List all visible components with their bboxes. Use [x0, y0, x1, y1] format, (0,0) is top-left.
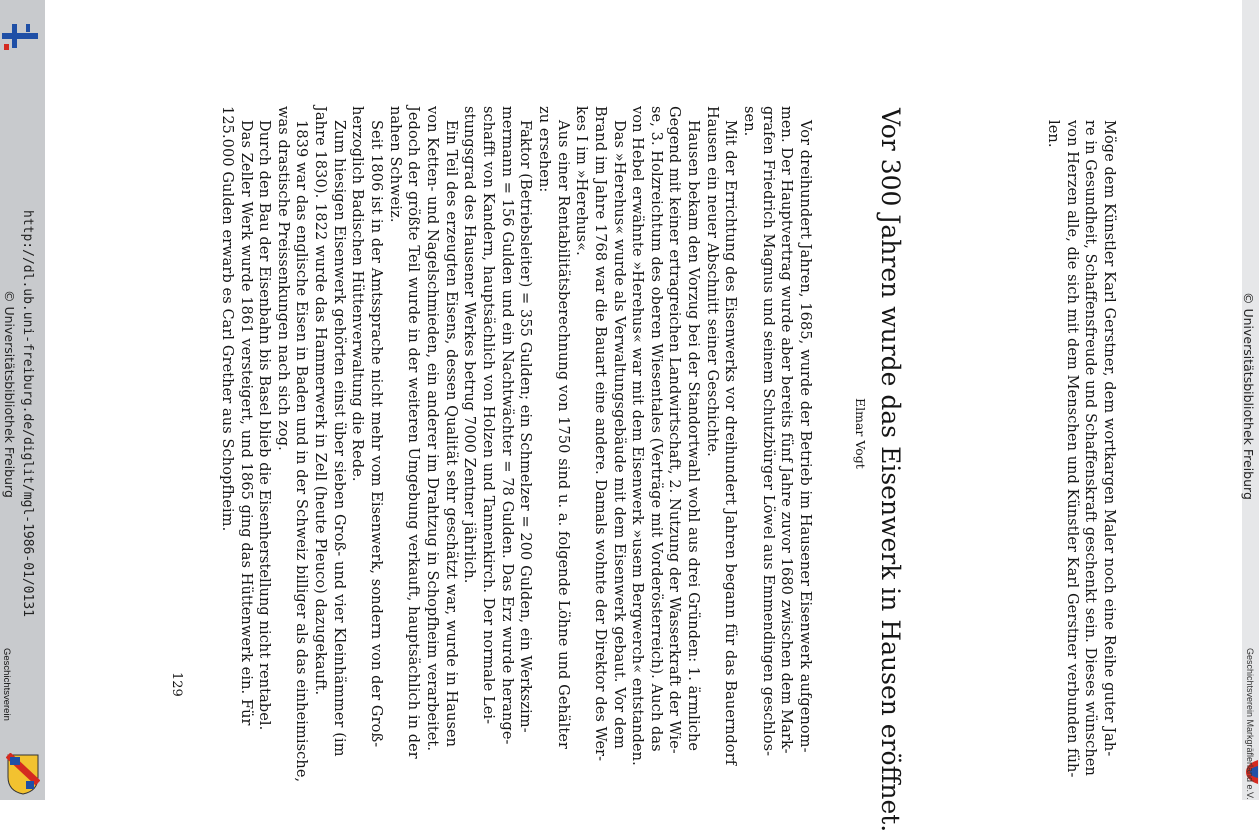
text-line: se, 3. Holzreichtum des oberen Wiesentales (Verträge mit Vorderösterreich). Auch das — [647, 106, 664, 752]
text-line: Faktor (Betriebsleiter) = 355 Gulden; ein Schmelzer = 200 Gulden, ein Werkszim- — [517, 120, 534, 733]
page-title: Vor 300 Jahren wurde das Eisenwerk in Hausen eröffnet. — [876, 108, 905, 832]
text-line: Brand im Jahre 1768 war die Bauart eine andere. Damals wohnte der Direktor des Wer- — [591, 106, 608, 762]
library-logo-icon — [2, 22, 38, 52]
text-line: Hausen ein neuer Abschnitt seiner Geschichte. — [703, 106, 720, 457]
text-line: Seit 1806 ist in der Amtssprache nicht mehr vom Eisenwerk, sondern von der Groß- — [368, 120, 385, 748]
text-line: men. Der Hauptvertrag wurde aber bereits fünf Jahre zuvor 1680 zwischen dem Mark- — [778, 106, 795, 754]
text-line: von Ketten- und Nagelschmieden, ein anderer im Drahtzug in Schopfheim verarbeitet. — [424, 106, 440, 752]
text-line: schafft von Kandern, hauptsächlich von Holzen und Tannenkirch. Der normale Lei- — [479, 106, 496, 725]
text-line: herzoglich Badischen Hüttenverwaltung die Rede. — [349, 106, 366, 482]
text-line: grafen Friedrich Magnus und seinem Schutzbürger Löwel aus Emmendingen geschlos- — [759, 106, 776, 757]
text-line: Aus einer Rentabilitätsberechnung von 1750 sind u. a. folgende Löhne und Gehälter — [554, 120, 571, 750]
text-line: 125.000 Gulden erwarb es Carl Grether aus Schopfheim. — [218, 106, 235, 532]
footer-url[interactable]: http://dl.ub.uni-freiburg.de/diglit/mgl-1986-01/0131 — [20, 210, 35, 617]
text-line: Gegend mit keiner ertragreichen Landwirtschaft, 2. Nutzung der Wasserkraft der Wie- — [666, 106, 683, 754]
text-line: was drastische Preissenkungen nach sich zog. — [274, 106, 291, 451]
text-line: Ein Teil des erzeugten Eisens, dessen Qualität sehr geschätzt war, wurde in Hausen — [442, 120, 459, 748]
text-line: Jedoch der größte Teil wurde in der weiteren Umgebung verkauft, hauptsächlich in der — [405, 106, 422, 759]
text-line: nahen Schweiz. — [386, 106, 403, 223]
text-line: zu ersehen: — [535, 106, 552, 193]
right-copyright: © Universitätsbibliothek Freiburg — [1241, 292, 1256, 500]
text-line: Durch den Bau der Eisenbahn bis Basel blieb die Eisenherstellung nicht rentabel. — [256, 120, 273, 731]
text-line: 1839 war das englische Eisen in Baden und in der Schweiz billiger als das einheimische, — [293, 120, 310, 783]
text-line: Mit der Errichtung des Eisenwerks vor dreihundert Jahren begann für das Bauerndorf — [722, 120, 739, 766]
text-line: kes I im »Herehus«. — [573, 106, 590, 256]
text-line: Möge dem Künstler Karl Gerstner, dem wortkargen Maler noch eine Reihe guter Jah- — [1101, 120, 1117, 757]
right-society-label: Geschichtsverein Markgräflerland e.V. — [1245, 648, 1255, 800]
text-line: Das »Herehus« wurde als Verwaltungsgebäude mit dem Eisenwerk gebaut. Vor dem — [610, 120, 627, 749]
footer-copyright: © Universitätsbibliothek Freiburg — [2, 290, 17, 498]
text-line: von Herzen alle, die sich mit dem Menschen und Künstler Karl Gerstner verbunden füh- — [1063, 120, 1080, 778]
text-line: re in Gesundheit, Schaffensfreude und Schaffenskraft geschenkt sein. Dieses wünschen — [1082, 120, 1099, 776]
society-label-line: Geschichtsverein — [1, 648, 12, 721]
text-line: mermann = 156 Gulden und ein Nachtwächter = 78 Gulden. Das Erz wurde herange- — [498, 106, 515, 745]
text-line: Jahre 1830). 1822 wurde das Hammerwerk in Zell (heute Pleuco) dazugekauft. — [312, 106, 329, 696]
society-label-line — [0, 648, 1, 733]
text-line: len. — [1044, 120, 1061, 148]
coat-of-arms-icon — [6, 753, 40, 795]
text-line: Hausen bekam den Vorzug bei der Standortwahl wohl aus drei Gründen: 1. ärmliche — [685, 120, 702, 752]
page-number: 129 — [169, 672, 184, 697]
text-line: Zum hiesigen Eisenwerk gehörten einst über sieben Groß- und vier Kleinhämmer (im — [330, 120, 347, 757]
society-label — [0, 648, 12, 733]
text-line: sen. — [741, 106, 758, 137]
text-line: Das Zeller Werk wurde 1861 versteigert, und 1865 ging das Hüttenwerk ein. Für — [237, 120, 254, 726]
text-line: stungsgrad des Hausener Werkes betrug 7000 Zentner jährlich. — [461, 106, 478, 584]
author: Elmar Vogt — [853, 398, 868, 469]
text-line: von Hebel erwähnte »Herehus« war mit dem Eisenwerk »usem Bergwerch« entstanden. — [629, 106, 646, 766]
text-line: Vor dreihundert Jahren, 1685, wurde der Betrieb im Hausener Eisenwerk aufgenom- — [797, 120, 813, 753]
